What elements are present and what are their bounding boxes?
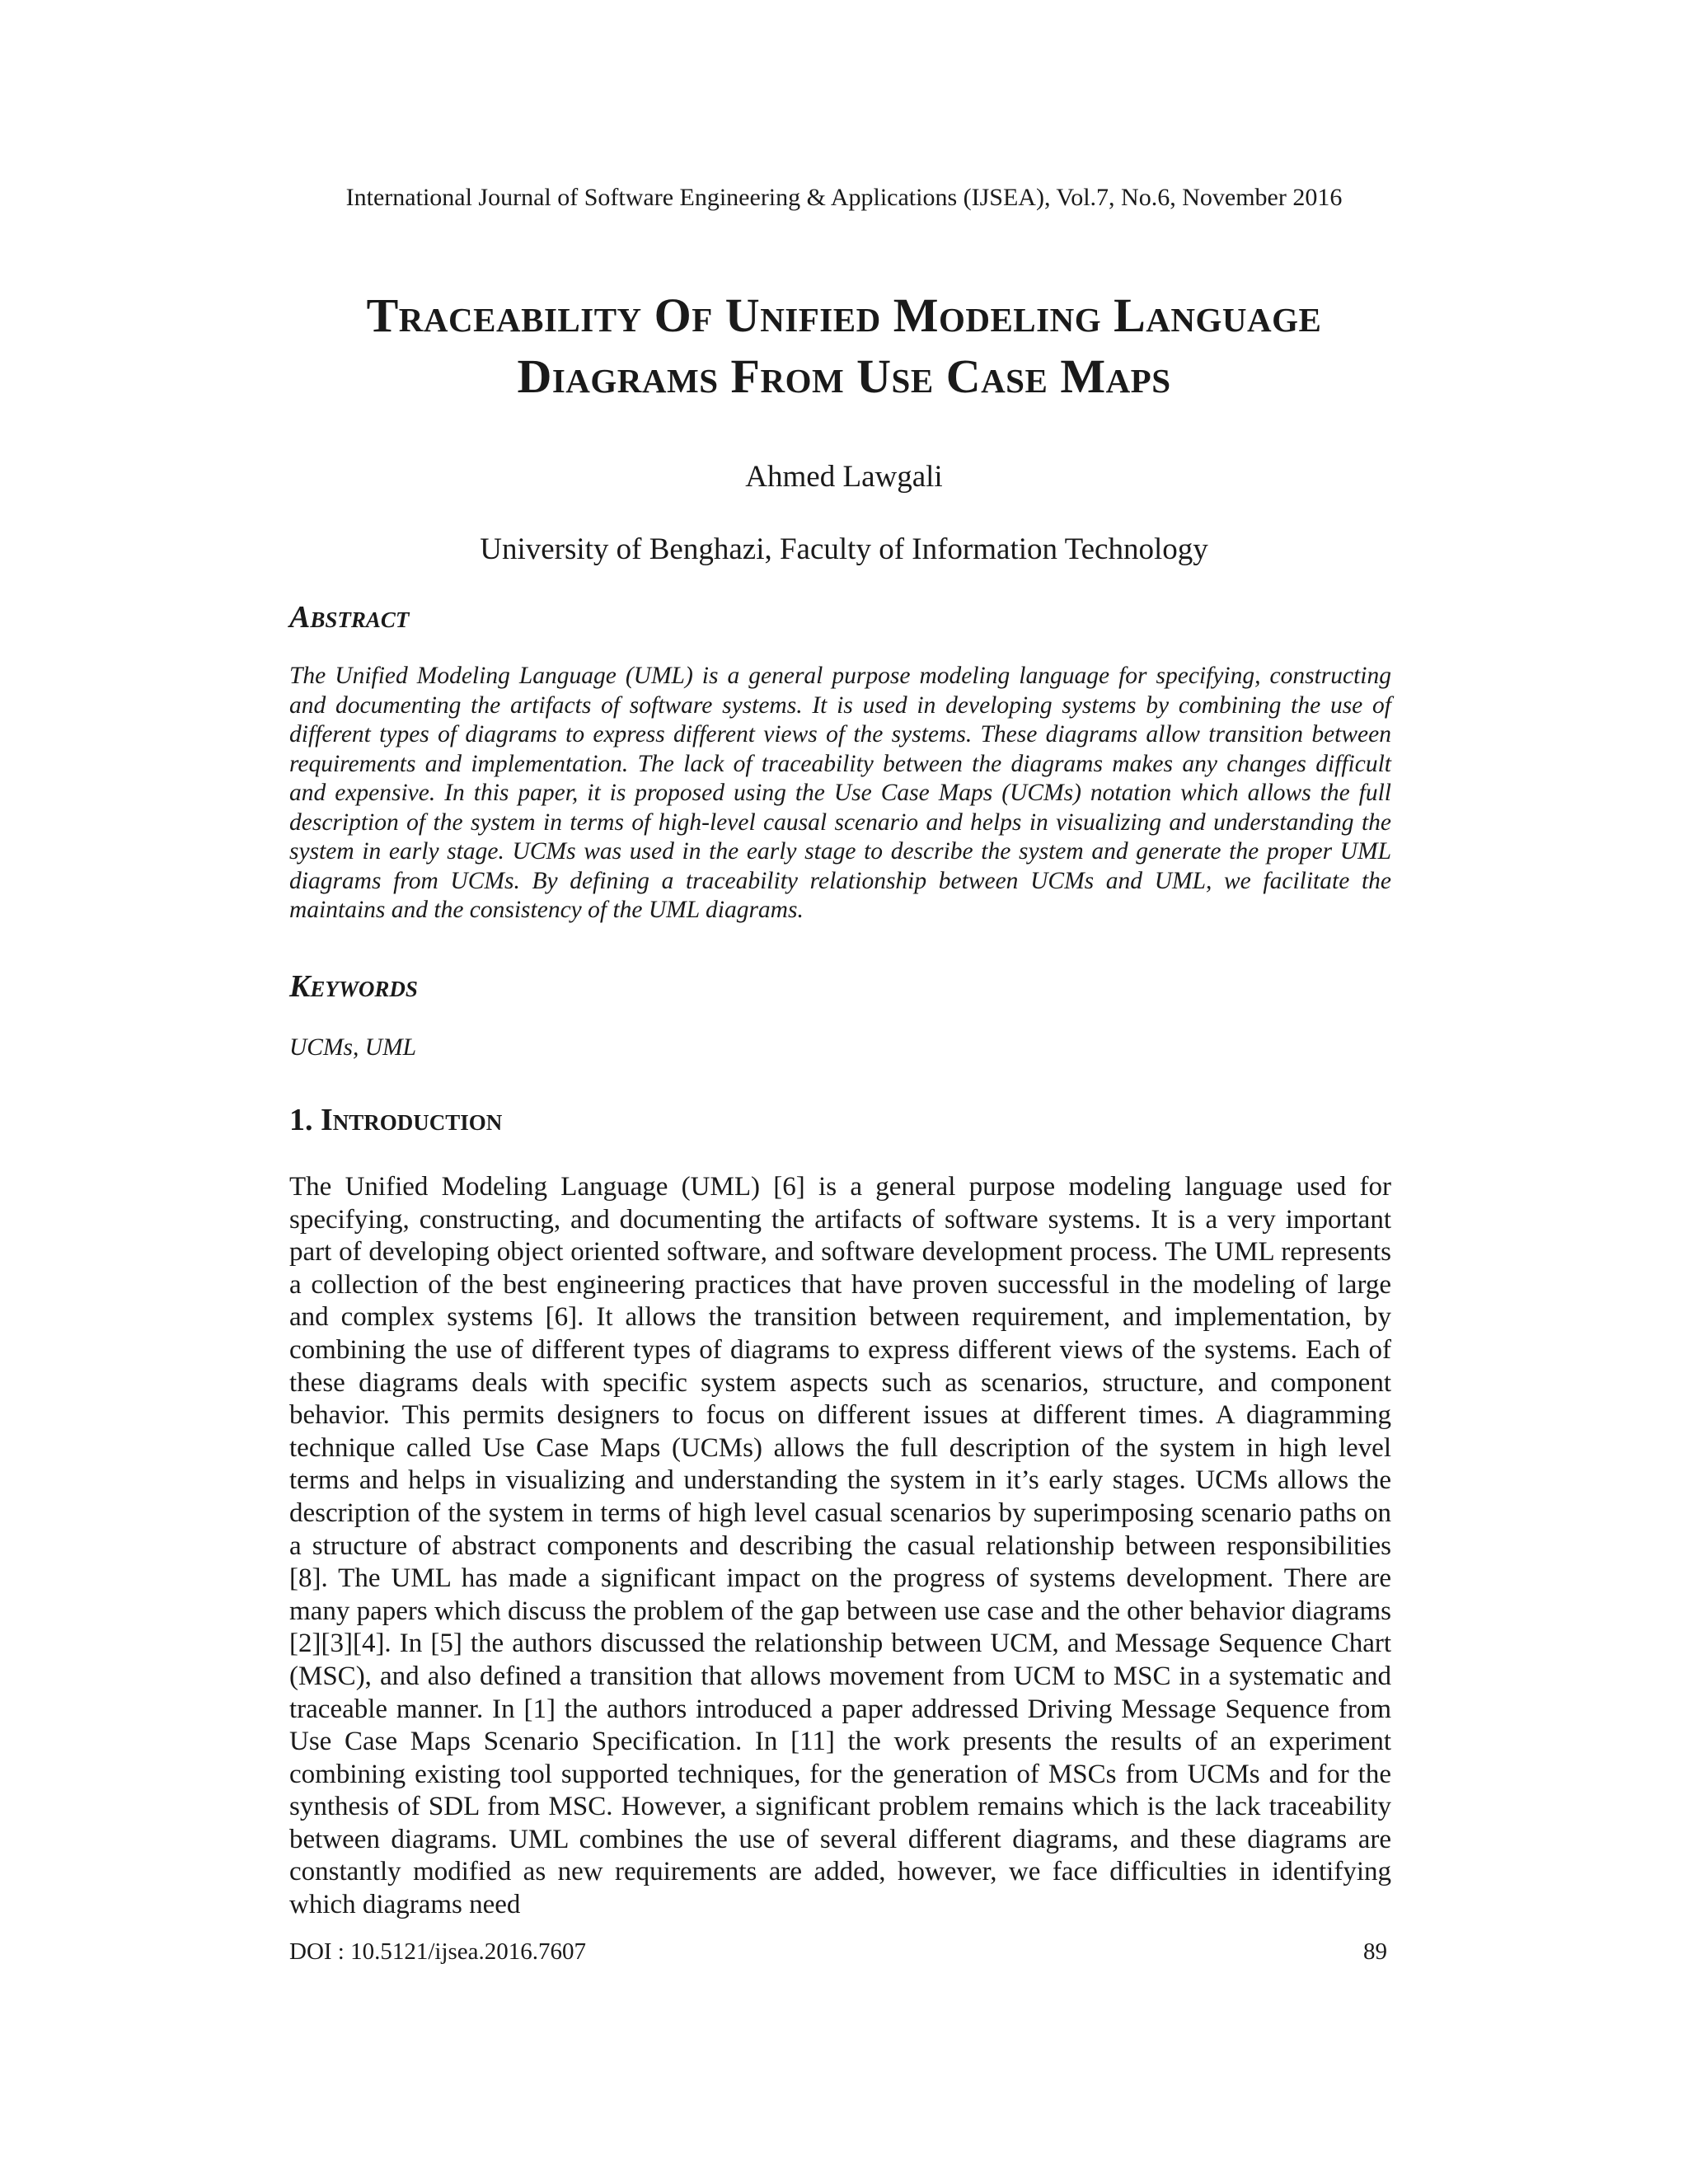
abstract-text: The Unified Modeling Language (UML) is a general purpose modeling language for specifying, constructing and documenting the artifacts of software systems. It is used in developing systems by combining the use of different types of diagrams to express different views of the systems. These diagrams allow transition between requirements and implementation. The lack of traceability between the diagrams makes any changes difficult and expensive. In this paper, it is proposed using the Use Case Maps (UCMs) notation which allows the full description of the system in terms of high-level causal scenario and helps in visualizing and understanding the system in early stage. UCMs was used in the early stage to describe the system and generate the proper UML diagrams from UCMs. By defining a traceability relationship between UCMs and UML, we facilitate the maintains and the consistency of the UML diagrams.: [289, 663, 1391, 923]
title-line-1: Traceability Of Unified Modeling Language: [366, 288, 1322, 342]
page-number: 89: [1363, 1938, 1387, 1965]
paper-title: [165, 285, 1523, 407]
abstract-heading: Abstract: [289, 600, 410, 635]
introduction-text: The Unified Modeling Language (UML) [6] is a general purpose modeling language used for specifying, constructing, and documenting the artifacts of software systems. It is a very important part of developing object oriented software, and software development process. The UML represents a collection of the best engineering practices that have proven successful in the modeling of large and complex systems [6]. It allows the transition between requirement, and implementation, by combining the use of different types of diagrams to express different views of the systems. Each of these diagrams deals with specific system aspects such as scenarios, structure, and component behavior. This permits designers to focus on different issues at different times. A diagramming technique called Use Case Maps (UCMs) allows the full description of the system in high level terms and helps in visualizing and understanding the system in it’s early stages. UCMs allows the description of the system in terms of high level casual scenarios by superimposing scenario paths on a structure of abstract components and describing the casual relationship between responsibilities [8]. The UML has made a significant impact on the progress of systems development. There are many papers which discuss the problem of the gap between use case and the other behavior diagrams [2][3][4]. In [5] the authors discussed the relationship between UCM, and Message Sequence Chart (MSC), and also defined a transition that allows movement from UCM to MSC in a systematic and traceable manner. In [1] the authors introduced a paper addressed Driving Message Sequence from Use Case Maps Scenario Specification. In [11] the work presents the results of an experiment combining existing tool supported techniques, for the generation of MSCs from UCMs and for the synthesis of SDL from MSC. However, a significant problem remains which is the lack traceability between diagrams. UML combines the use of several different diagrams, and these diagrams are constantly modified as new requirements are added, however, we face difficulties in identifying which diagrams need: [289, 1172, 1391, 1920]
author-affiliation: University of Benghazi, Faculty of Information Technology: [480, 532, 1208, 566]
author-name: Ahmed Lawgali: [745, 460, 943, 494]
keywords-heading: Keywords: [289, 969, 418, 1004]
doi-footer: DOI : 10.5121/ijsea.2016.7607: [289, 1938, 587, 1965]
keywords-text: UCMs, UML: [289, 1034, 417, 1061]
title-line-2: Diagrams From Use Case Maps: [517, 349, 1171, 403]
running-header: International Journal of Software Engineering & Applications (IJSEA), Vol.7, No.6, November 2016: [345, 184, 1343, 211]
introduction-heading: 1. Introduction: [289, 1103, 503, 1137]
